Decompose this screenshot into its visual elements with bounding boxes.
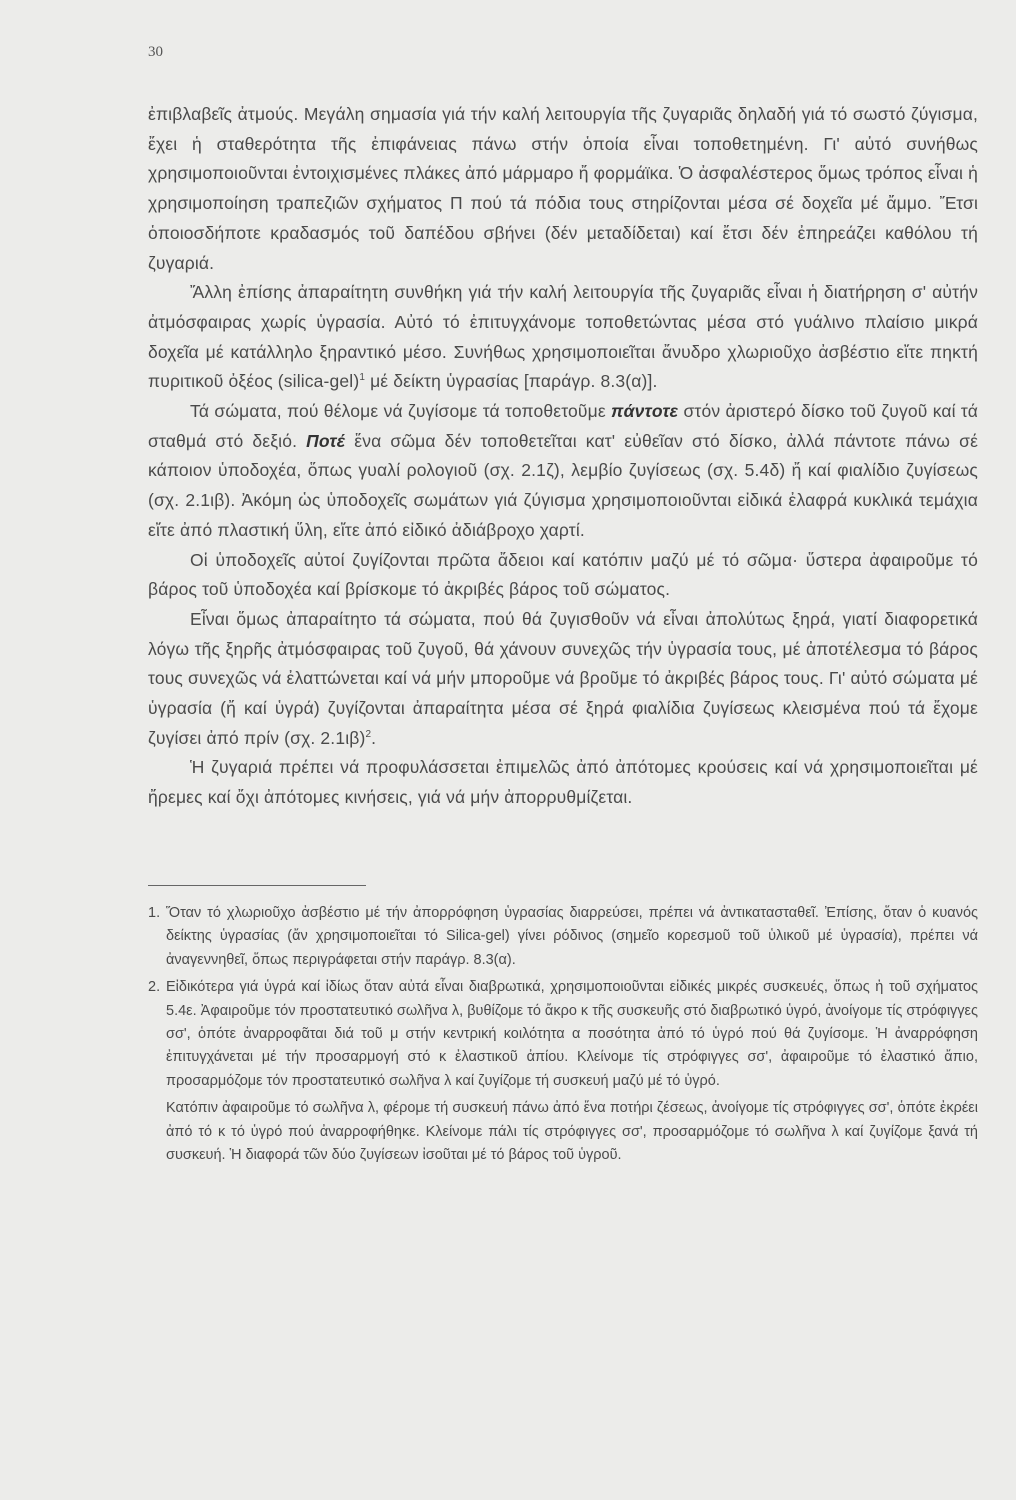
paragraph-5-text: Εἶναι ὅμως ἀπαραίτητο τά σώματα, πού θά ζυγισθοῦν νά εἶναι ἀπολύτως ξηρά, γιατί διαφορετικά λόγω τῆς ξηρῆς ἀτμόσφαιρας τοῦ ζυγοῦ, θά χάνουν συνεχῶς τήν ὑγρασία τους, μέ ἀποτέλεσμα τό βάρος τους συνεχῶς νά ἐλαττώνεται καί νά μήν μποροῦμε νά βροῦμε τό ἀκριβές βάρος τους. Γι' αὐτό σώματα μέ ὑγρασία (ἤ καί ὑγρά) ζυγίζονται ἀπαραίτητα μέσα σέ ξηρά φιαλίδια ζυγίσεως κλεισμένα πού τά ἔχομε ζυγίσει ἀπό πρίν (σχ. 2.1ιβ) [148, 608, 978, 748]
main-text [148, 100, 978, 813]
footnote-ref-2: 2 [365, 728, 372, 740]
footnote-1-number: 1. [148, 905, 161, 921]
paragraph-3-text-a: Τά σώματα, πού θέλομε νά ζυγίσομε τά τοποθετοῦμε [190, 401, 606, 422]
footnote-2-text: Εἰδικότερα γιά ὑγρά καί ἰδίως ὅταν αὐτά εἶναι διαβρωτικά, χρησιμοποιοῦνται εἰδικές μικρές συσκευές, ὅπως ἡ τοῦ σχήματος 5.4ε. Ἀφαιροῦμε τόν προστατευτικό σωλῆνα λ, βυθίζομε τό ἄκρο κ τῆς συσκευῆς στό διαβρωτικό ὑγρό, ἀνοίγομε τίς στρόφιγγες σσ', ὁπότε ἀναρροφᾶται διά τοῦ μ στήν κεντρική κοιλότητα α ποσότητα ἀπό τό ὑγρό πού θά ζυγίσομε. Ἡ ἀναρρόφηση ἐπιτυγχάνεται μέ τήν προσαρμογή στό κ ἐλαστικοῦ ἀπίου. Κλείνομε τίς στρόφιγγες σσ', ἀφαιροῦμε τό ἐλαστικό ἄπιο, προσαρμόζομε τόν προστατευτικό σωλῆνα λ καί ζυγίζομε τή συσκευή μαζύ μέ τό ὑγρό. [166, 979, 978, 1089]
footnote-divider [148, 885, 366, 886]
paragraph-2 [148, 278, 978, 397]
footnote-2 [148, 976, 978, 1093]
paragraph-3-text-b: στόν ἀριστερό δίσκο τοῦ ζυγοῦ καί τά σταθμά στό δεξιό. [148, 401, 978, 451]
footnote-2-continuation: Κατόπιν ἀφαιροῦμε τό σωλῆνα λ, φέρομε τή συσκευή πάνω ἀπό ἕνα ποτήρι ζέσεως, ἀνοίγομε τίς στρόφιγγες σσ', ὁπότε ἐκρέει ἀπό τό κ τό ὑγρό πού ἀναρροφήθηκε. Κλείνομε πάλι τίς στρόφιγγες σσ', προσαρμόζομε τό σωλῆνα λ καί ζυγίζομε ξανά τή συσκευή. Ἡ διαφορά τῶν δύο ζυγίσεων ἰσοῦται μέ τό βάρος τοῦ ὑγροῦ. [166, 1100, 978, 1164]
paragraph-1: ἐπιβλαβεῖς ἀτμούς. Μεγάλη σημασία γιά τήν καλή λειτουργία τῆς ζυγαριᾶς δηλαδή γιά τό σωστό ζύγισμα, ἔχει ἡ σταθερότητα τῆς ἐπιφάνειας πάνω στήν ὁποία εἶναι τοποθετημένη. Γι' αὐτό συνήθως χρησιμοποιοῦνται ἐντοιχισμένες πλάκες ἀπό μάρμαρο ἤ φορμάϊκα. Ὁ ἀσφαλέστερος ὅμως τρόπος εἶναι ἡ χρησιμοποίηση τραπεζιῶν σχήματος Π πού τά πόδια τους στηρίζονται μέσα σέ δοχεῖα μέ ἄμμο. Ἔτσι ὁποιοσδήποτε κραδασμός τοῦ δαπέδου σβήνει (δέν μεταδίδεται) καί ἔτσι δέν ἐπηρεάζει καθόλου τή ζυγαριά. [148, 104, 978, 273]
paragraph-6: Ἡ ζυγαριά πρέπει νά προφυλάσσεται ἐπιμελῶς ἀπό ἀπότομες κρούσεις καί νά χρησιμοποιεῖται μέ ἤρεμες καί ὄχι ἀπότομες κινήσεις, γιά νά μήν ἀπορρυθμίζεται. [148, 757, 978, 808]
paragraph-5: Εἶναι ὅμως ἀπαραίτητο τά σώματα, πού θά ζυγισθοῦν νά εἶναι ἀπολύτως ξηρά, γιατί διαφορετικά λόγω τῆς ξηρῆς ἀτμόσφαιρας τοῦ ζυγοῦ, θά χάνουν συνεχῶς τήν ὑγρασία τους, μέ ἀποτέλεσμα τό βάρος τους συνεχῶς νά ἐλαττώνεται καί νά μήν μποροῦμε νά βροῦμε τό ἀκριβές βάρος τους. Γι' αὐτό σώματα μέ ὑγρασία (ἤ καί ὑγρά) ζυγίζονται ἀπαραίτητα μέσα σέ ξηρά φιαλίδια ζυγίσεως κλεισμένα πού τά ἔχομε ζυγίσει ἀπό πρίν (σχ. 2.1ιβ)$^2$. [148, 608, 978, 748]
footnote-1 [148, 902, 978, 972]
emphasis-never: Ποτέ [306, 430, 346, 451]
paragraph-2-text: Ἄλλη ἐπίσης ἀπαραίτητη συνθήκη γιά τήν καλή λειτουργία τῆς ζυγαριᾶς εἶναι ἡ διατήρηση σ' αὐτήν ἀτμόσφαιρας χωρίς ὑγρασία. Αὐτό τό ἐπιτυγχάνομε τοποθετώντας μέσα στό γυάλινο πλαίσιο μικρά δοχεῖα μέ κατάλληλο ξηραντικό μέσο. Συνήθως χρησιμοποιεῖται ἄνυδρο χλωριοῦχο ἀσβέστιο εἴτε πηκτή πυριτικοῦ ὀξέος (silica-gel) [148, 282, 978, 392]
footnote-1-text: Ὅταν τό χλωριοῦχο ἀσβέστιο μέ τήν ἀπορρόφηση ὑγρασίας διαρρεύσει, πρέπει νά ἀντικατασταθεῖ. Ἐπίσης, ὅταν ὁ κυανός δείκτης ὑγρασίας (ἄν χρησιμοποιεῖται τό Silica-gel) γίνει ρόδινος (σημεῖο κορεσμοῦ τοῦ ὑλικοῦ μέ ὑγρασία), πρέπει νά ἀναγεννηθεῖ, ὅπως περιγράφεται στήν παράγρ. 8.3(α). [166, 905, 978, 968]
paragraph-3 [148, 397, 978, 546]
paragraph-3-text-c: ἕνα σῶμα δέν τοποθετεῖται κατ' εὐθεῖαν στό δίσκο, ἀλλά πάντοτε πάνω σέ κάποιον ὑποδοχέα, ὅπως γυαλί ρολογιοῦ (σχ. 2.1ζ), λεμβίο ζυγίσεως (σχ. 5.4δ) ἤ καί φιαλίδιο ζυγίσεως (σχ. 2.1ιβ). Ἀκόμη ὡς ὑποδοχεῖς σωμάτων γιά ζύγισμα χρησιμοποιοῦνται εἰδικά ἐλαφρά κυκλικά τεμάχια εἴτε ἀπό πλαστική ὕλη, εἴτε ἀπό εἰδικό ἀδιάβροχο χαρτί. [148, 430, 979, 540]
footnotes [148, 902, 978, 1167]
paragraph-2-tail: μέ δείκτη ὑγρασίας [παράγρ. 8.3(α)]. [370, 371, 658, 392]
footnote-ref-1: 1 [359, 372, 366, 384]
emphasis-always: πάντοτε [611, 401, 679, 422]
paragraph-4: Οἱ ὑποδοχεῖς αὐτοί ζυγίζονται πρῶτα ἄδειοι καί κατόπιν μαζύ μέ τό σῶμα· ὕστερα ἀφαιροῦμε τό βάρος τοῦ ὑποδοχέα καί βρίσκομε τό ἀκριβές βάρος τοῦ σώματος. [148, 549, 978, 600]
page-number: 30 [148, 44, 163, 60]
footnote-2-number: 2. [148, 979, 161, 996]
